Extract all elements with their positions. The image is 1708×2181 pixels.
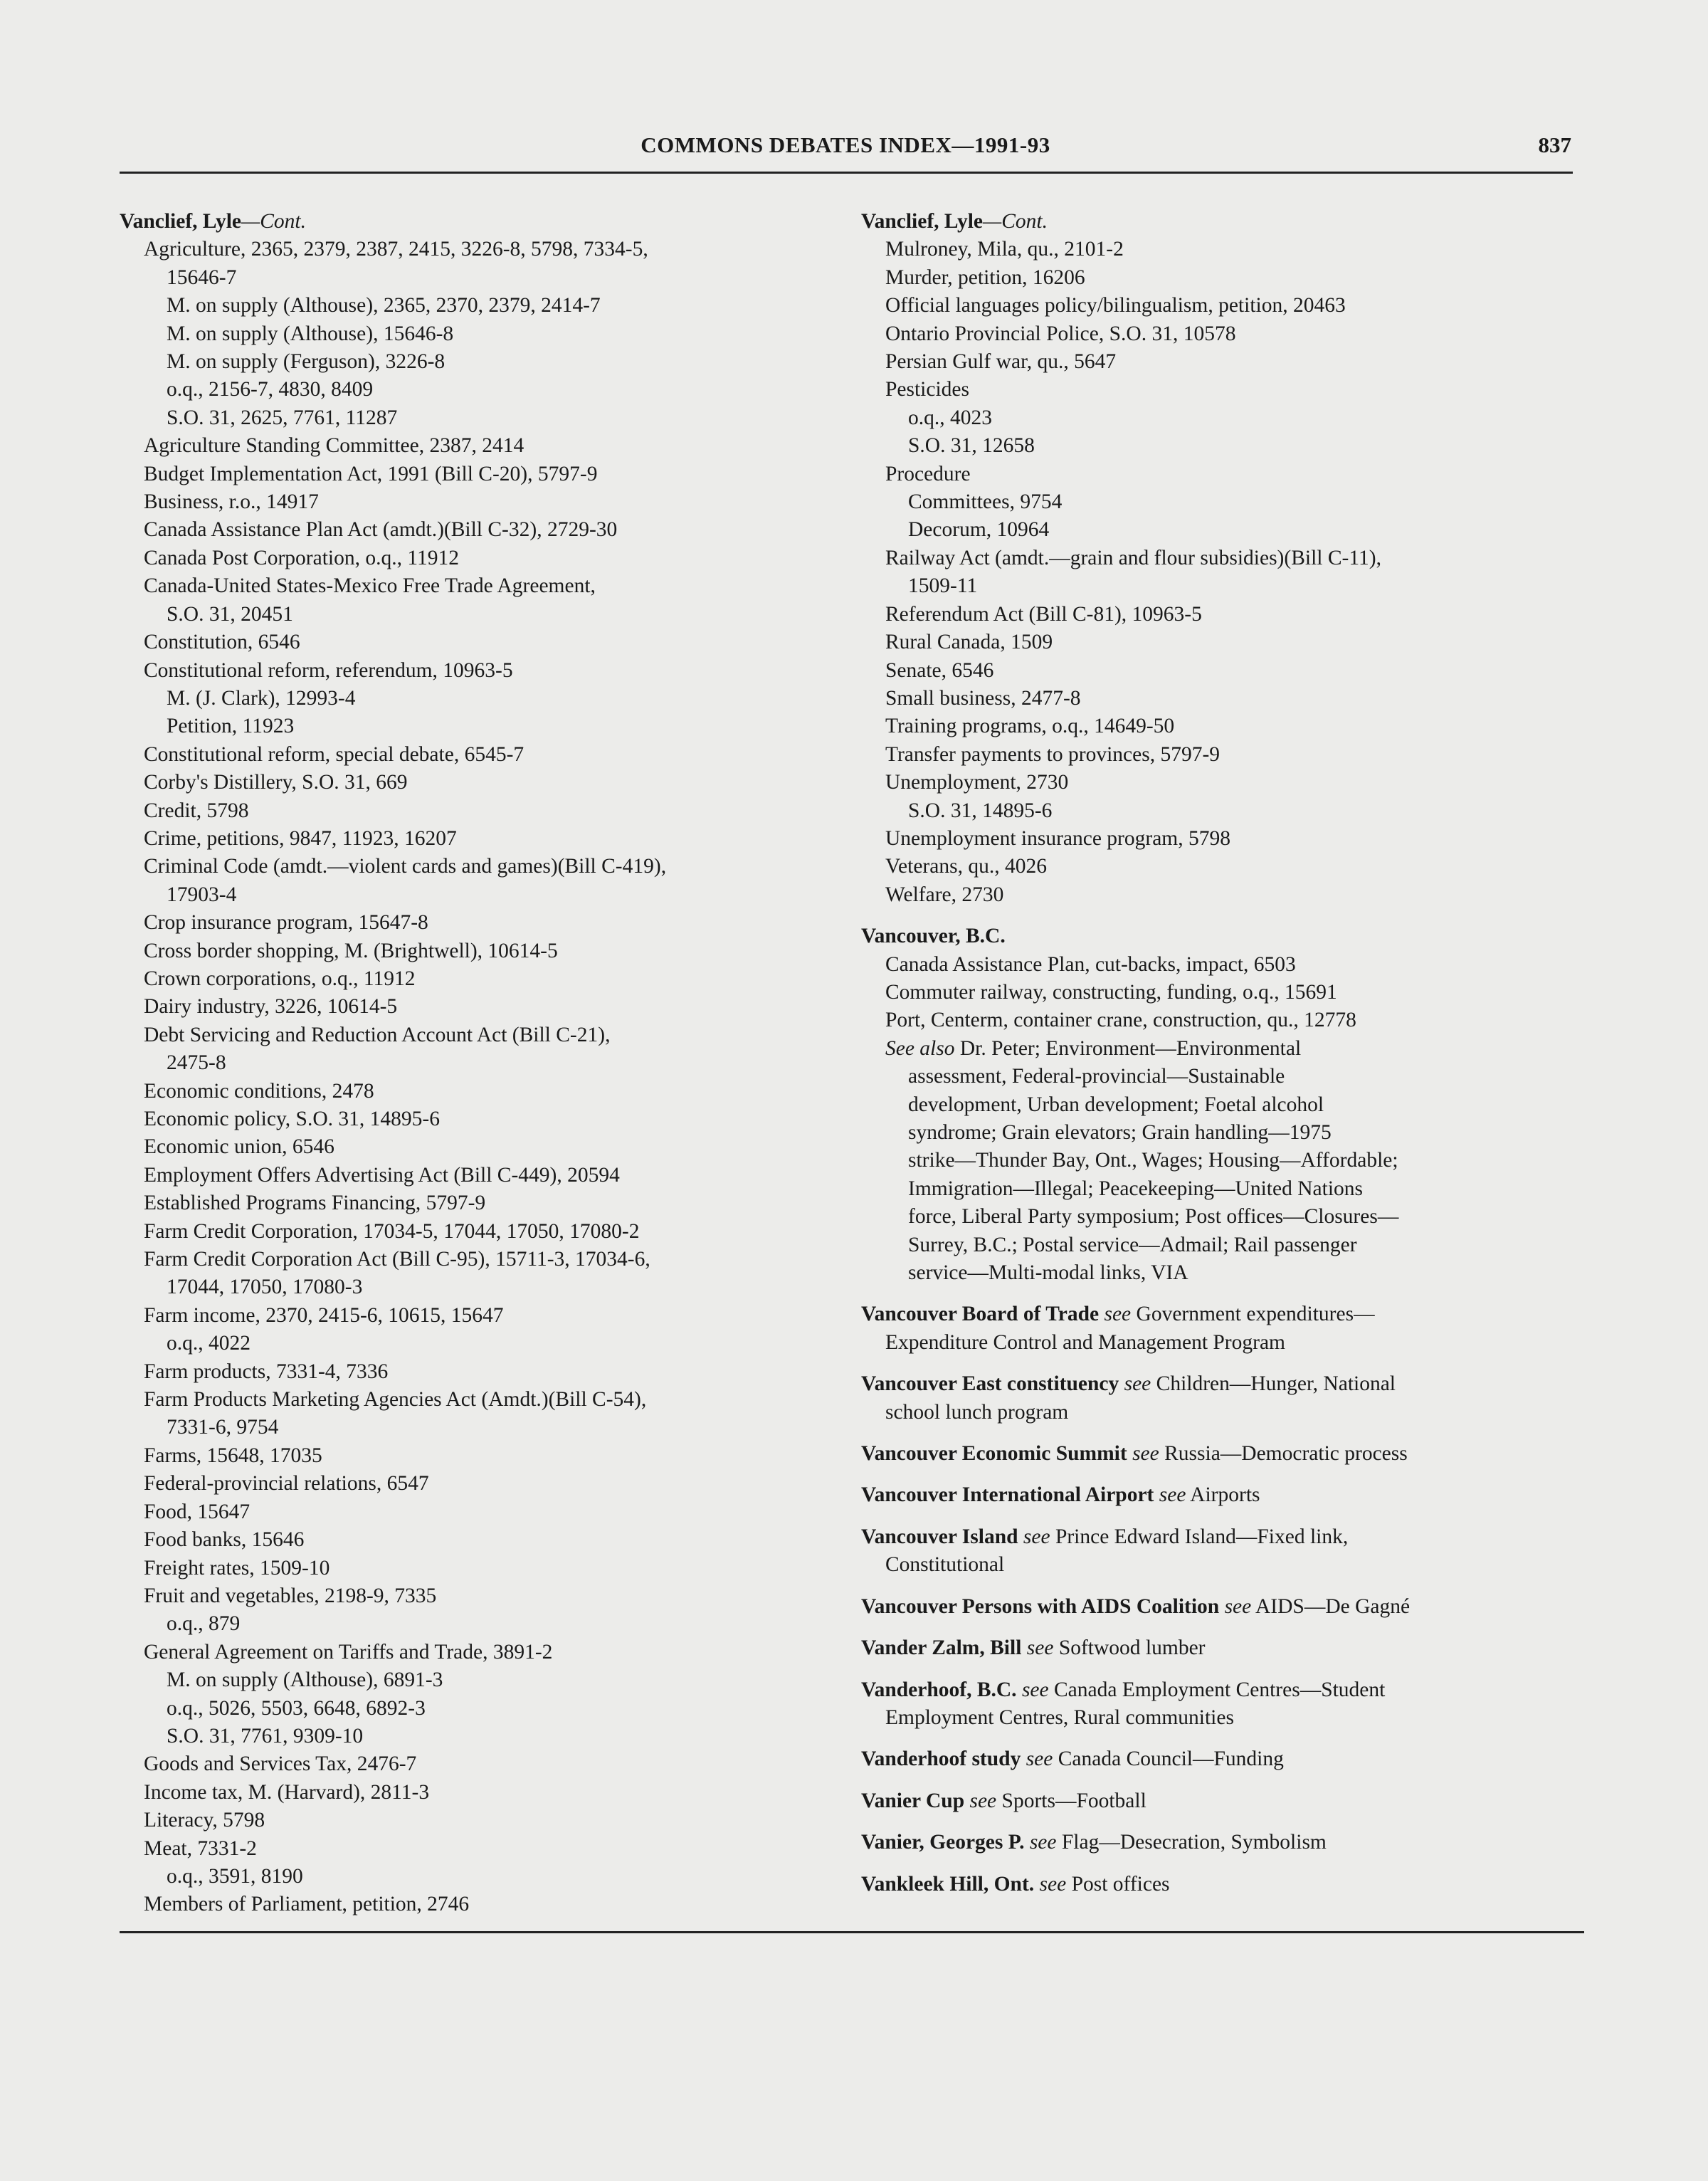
entry-text: Railway Act (amdt.—grain and flour subsidies)(Bill C-11), [885,546,1381,569]
entry-spacer [861,1426,1580,1440]
entry-text: Fruit and vegetables, 2198-9, 7335 [144,1584,437,1607]
entry-spacer [861,1621,1580,1634]
entry-text: Committees, 9754 [908,490,1063,514]
entry-text: Farm products, 7331-4, 7336 [144,1360,389,1383]
index-entry [861,1551,1580,1579]
heading-term: Vander Zalm, Bill [861,1636,1022,1660]
italic-text: —Cont. [983,210,1048,233]
entry-text: strike—Thunder Bay, Ont., Wages; Housing—Affordable; [908,1149,1398,1172]
entry-text: Crown corporations, o.q., 11912 [144,967,416,990]
index-heading [861,1440,1580,1468]
entry-text: M. on supply (Althouse), 6891-3 [167,1668,443,1692]
index-entry [861,629,1580,656]
index-entry [120,404,838,432]
index-entry [861,685,1580,713]
entry-text: Procedure [885,462,971,485]
entry-text: Petition, 11923 [167,715,295,738]
entry-text: Russia—Democratic process [1159,1442,1408,1466]
entry-text: Canada Employment Centres—Student [1048,1678,1386,1701]
entry-text: Dr. Peter; Environment—Environmental [954,1036,1302,1060]
entry-text: S.O. 31, 20451 [167,602,293,626]
index-entry [120,685,838,713]
entry-text: S.O. 31, 7761, 9309-10 [167,1724,364,1748]
entry-text: M. (J. Clark), 12993-4 [167,686,356,710]
index-entry [861,376,1580,404]
header-rule [120,172,1573,174]
index-entry [861,461,1580,488]
index-entry [120,881,838,909]
index-entry [120,1695,838,1723]
index-entry [120,376,838,404]
entry-text: Prince Edward Island—Fixed link, [1050,1525,1349,1548]
entry-text: o.q., 879 [167,1612,241,1636]
entry-text: Credit, 5798 [144,799,249,822]
entry-text: Farm Products Marketing Agencies Act (Amdt.)(Bill C-54), [144,1388,647,1412]
italic-text: see [1034,1872,1067,1896]
entry-text: M. on supply (Althouse), 15646-8 [167,322,454,345]
index-entry [861,404,1580,432]
index-entry [120,545,838,572]
index-entry [861,713,1580,740]
index-entry [861,488,1580,516]
entry-text: Small business, 2477-8 [885,686,1081,710]
index-entry [120,1555,838,1582]
index-entry [861,545,1580,572]
index-entry [120,1273,838,1301]
index-entry [120,1386,838,1414]
entry-text: Decorum, 10964 [908,518,1050,542]
entry-text: S.O. 31, 12658 [908,434,1035,458]
italic-text: —Cont. [241,210,306,233]
heading-term: Vancouver Economic Summit [861,1442,1127,1466]
index-heading [861,1676,1580,1704]
index-entry [861,1147,1580,1174]
entry-text: Airports [1186,1483,1260,1507]
entry-text: development, Urban development; Foetal alcohol [908,1093,1324,1116]
heading-term: Vancouver International Airport [861,1483,1154,1507]
index-entry [120,965,838,993]
entry-text: Softwood lumber [1053,1636,1206,1660]
index-heading [861,1370,1580,1398]
index-entry [861,657,1580,685]
entry-text: Agriculture Standing Committee, 2387, 2414 [144,434,524,458]
index-entry [120,1021,838,1049]
heading-term: Vancouver Island [861,1525,1018,1548]
heading-term: Vanderhoof study [861,1748,1021,1771]
heading-term: Vancouver Persons with AIDS Coalition [861,1594,1220,1618]
index-entry [120,713,838,740]
entry-text: Transfer payments to provinces, 5797-9 [885,742,1221,766]
entry-text: Persian Gulf war, qu., 5647 [885,350,1117,374]
index-entry [861,951,1580,979]
index-entry [120,1162,838,1189]
entry-text: Immigration—Illegal; Peacekeeping—United Nations [908,1177,1363,1200]
page-number: 837 [1538,132,1571,157]
italic-text: see [1021,1636,1054,1660]
index-entry [120,1189,838,1217]
entry-text: Farm Credit Corporation, 17034-5, 17044, 17050, 17080-2 [144,1219,640,1243]
entry-text: Children—Hunger, National [1151,1372,1396,1396]
index-entry [120,1246,838,1273]
left-index-column [120,208,838,1919]
index-entry [861,1007,1580,1034]
entry-spacer [861,1663,1580,1676]
index-entry [120,1639,838,1666]
index-entry [861,881,1580,909]
entry-text: M. on supply (Ferguson), 3226-8 [167,350,446,374]
index-entry [120,1835,838,1863]
index-entry [120,1470,838,1498]
index-entry [861,601,1580,629]
heading-term: Vancouver Board of Trade [861,1303,1100,1326]
index-entry [861,741,1580,769]
index-entry [120,825,838,853]
entry-text: Freight rates, 1509-10 [144,1556,330,1580]
entry-text: Murder, petition, 16206 [885,266,1085,289]
index-entry [120,1133,838,1161]
entry-text: 17044, 17050, 17080-3 [167,1276,363,1299]
entry-text: force, Liberal Party symposium; Post offices—Closures— [908,1205,1399,1229]
index-entry [120,292,838,320]
italic-text: see [1099,1303,1132,1326]
index-entry [120,1723,838,1750]
entry-text: Corby's Distillery, S.O. 31, 669 [144,771,408,794]
index-entry [120,1891,838,1918]
entry-text: Goods and Services Tax, 2476-7 [144,1752,417,1776]
entry-text: Economic conditions, 2478 [144,1079,374,1103]
index-entry [861,1704,1580,1732]
entry-text: Government expenditures— [1131,1303,1375,1326]
index-entry [120,348,838,376]
index-heading [861,1745,1580,1773]
heading-term: Vancouver East constituency [861,1372,1119,1396]
index-entry [861,320,1580,348]
index-heading [861,1787,1580,1815]
index-entry [861,1399,1580,1426]
entry-text: Canada Assistance Plan Act (amdt.)(Bill C-32), 2729-30 [144,518,618,542]
entry-text: Canada Post Corporation, o.q., 11912 [144,546,460,569]
entry-text: o.q., 4023 [908,406,992,429]
heading-term: Vankleek Hill, Ont. [861,1872,1035,1896]
index-entry [120,572,838,600]
index-entry [861,1091,1580,1119]
index-entry [861,1259,1580,1287]
entry-text: Farms, 15648, 17035 [144,1444,322,1467]
index-entry [120,769,838,797]
index-entry [120,909,838,937]
index-entry [120,1442,838,1470]
entry-text: Canada Assistance Plan, cut-backs, impact, 6503 [885,952,1296,976]
heading-term: Vancouver, B.C. [861,925,1006,948]
index-entry [120,516,838,544]
entry-text: Unemployment, 2730 [885,771,1069,794]
entry-text: Economic union, 6546 [144,1135,334,1159]
entry-text: o.q., 5026, 5503, 6648, 6892-3 [167,1696,426,1720]
heading-term: Vanclief, Lyle [861,210,983,233]
entry-text: Surrey, B.C.; Postal service—Admail; Rail passenger [908,1233,1357,1256]
entry-text: Constitutional reform, referendum, 10963-5 [144,658,513,682]
entry-text: Agriculture, 2365, 2379, 2387, 2415, 3226-8, 5798, 7334-5, [144,238,648,261]
index-entry [861,1231,1580,1259]
italic-text: see [964,1789,997,1812]
entry-text: Pesticides [885,378,969,401]
entry-text: S.O. 31, 14895-6 [908,799,1053,822]
index-entry [120,1779,838,1807]
index-entry [120,1330,838,1357]
index-entry [861,1203,1580,1231]
index-entry [861,1329,1580,1357]
index-entry [120,601,838,629]
index-entry [861,236,1580,263]
entry-text: Budget Implementation Act, 1991 (Bill C-20), 5797-9 [144,462,598,485]
index-entry [120,1414,838,1441]
entry-text: 15646-7 [167,266,237,289]
index-entry [120,993,838,1021]
entry-text: Referendum Act (Bill C-81), 10963-5 [885,602,1202,626]
index-entry [120,236,838,263]
entry-text: Economic policy, S.O. 31, 14895-6 [144,1108,440,1130]
entry-text: Income tax, M. (Harvard), 2811-3 [144,1780,430,1804]
italic-text: See also [885,1036,955,1060]
entry-text: Constitutional reform, special debate, 6545-7 [144,742,524,766]
heading-term: Vanderhoof, B.C. [861,1678,1017,1701]
footer-rule [120,1931,1584,1933]
index-entry [120,264,838,292]
entry-text: Senate, 6546 [885,658,994,682]
entry-text: Constitutional [885,1553,1005,1577]
entry-text: 7331-6, 9754 [167,1416,279,1439]
index-heading [861,1593,1580,1621]
entry-text: o.q., 4022 [167,1332,251,1355]
entry-spacer [861,1510,1580,1523]
entry-text: assessment, Federal-provincial—Sustainable [908,1065,1285,1088]
index-entry [861,979,1580,1007]
index-entry [861,572,1580,600]
index-entry [861,432,1580,460]
entry-text: Food, 15647 [144,1500,251,1523]
index-heading [861,1871,1580,1898]
entry-text: Business, r.o., 14917 [144,490,319,514]
index-heading [861,1634,1580,1662]
index-entry [120,1302,838,1330]
entry-text: General Agreement on Tariffs and Trade, 3891-2 [144,1640,553,1664]
entry-text: Employment Centres, Rural communities [885,1706,1234,1729]
index-entry [120,657,838,685]
index-heading [861,208,1580,236]
index-entry [120,1078,838,1105]
index-entry [861,797,1580,825]
entry-spacer [861,1815,1580,1829]
index-entry [861,1119,1580,1147]
index-heading [861,1481,1580,1509]
entry-text: Meat, 7331-2 [144,1836,257,1860]
index-entry [861,1063,1580,1090]
heading-term: Vanier, Georges P. [861,1831,1025,1854]
entry-text: Post offices [1066,1872,1170,1896]
index-entry [120,797,838,825]
entry-spacer [861,1357,1580,1370]
italic-text: see [1021,1748,1053,1771]
index-entry [861,825,1580,853]
entry-spacer [861,1774,1580,1787]
index-entry [120,432,838,460]
entry-text: Literacy, 5798 [144,1809,265,1832]
entry-text: Training programs, o.q., 14649-50 [885,715,1175,738]
entry-text: Criminal Code (amdt.—violent cards and games)(Bill C-419), [144,855,667,878]
index-entry [120,1218,838,1246]
entry-text: Dairy industry, 3226, 10614-5 [144,995,398,1019]
entry-text: Expenditure Control and Management Program [885,1330,1285,1354]
italic-text: see [1127,1442,1159,1466]
entry-text: o.q., 3591, 8190 [167,1864,303,1888]
entry-text: Port, Centerm, container crane, construction, qu., 12778 [885,1009,1356,1032]
italic-text: see [1018,1525,1050,1548]
entry-text: Constitution, 6546 [144,631,300,654]
italic-text: see [1219,1594,1252,1618]
index-entry [120,853,838,881]
entry-text: school lunch program [885,1400,1069,1424]
entry-text: Canada-United States-Mexico Free Trade Agreement, [144,574,596,598]
index-entry [120,629,838,656]
index-entry [120,1807,838,1834]
index-entry [861,853,1580,881]
entry-text: Ontario Provincial Police, S.O. 31, 10578 [885,322,1236,345]
italic-text: see [1119,1372,1151,1396]
index-entry [120,1358,838,1386]
italic-text: see [1016,1678,1049,1701]
entry-text: Farm Credit Corporation Act (Bill C-95), 15711-3, 17034-6, [144,1248,650,1271]
entry-spacer [861,1732,1580,1745]
index-entry [120,1863,838,1891]
page-header [120,132,1571,171]
index-entry [861,264,1580,292]
entry-spacer [861,909,1580,923]
entry-text: Unemployment insurance program, 5798 [885,826,1230,850]
entry-spacer [861,1468,1580,1481]
index-entry [120,1750,838,1778]
entry-text: Debt Servicing and Reduction Account Act (Bill C-21), [144,1023,611,1046]
entry-text: Farm income, 2370, 2415-6, 10615, 15647 [144,1303,504,1327]
index-entry [120,1610,838,1638]
heading-term: Vanclief, Lyle [120,210,241,233]
entry-text: Cross border shopping, M. (Brightwell), 10614-5 [144,939,558,962]
entry-spacer [861,1580,1580,1593]
index-entry [861,348,1580,376]
entry-text: 1509-11 [908,574,978,598]
entry-text: o.q., 2156-7, 4830, 8409 [167,378,374,401]
entry-text: M. on supply (Althouse), 2365, 2370, 2379, 2414-7 [167,294,601,317]
heading-term: Vanier Cup [861,1789,965,1812]
entry-text: Commuter railway, constructing, funding, o.q., 15691 [885,980,1337,1004]
index-entry [120,461,838,488]
index-entry [120,488,838,516]
entry-text: Welfare, 2730 [885,883,1004,906]
italic-text: see [1024,1831,1057,1854]
index-entry [120,937,838,965]
entry-text: Food banks, 15646 [144,1528,305,1552]
entry-text: 17903-4 [167,883,237,906]
italic-text: see [1154,1483,1186,1507]
entry-text: Employment Offers Advertising Act (Bill C-449), 20594 [144,1163,620,1187]
index-entry [120,320,838,348]
index-entry [861,769,1580,797]
index-entry [120,1666,838,1694]
entry-text: Canada Council—Funding [1053,1748,1284,1771]
entry-text: Members of Parliament, petition, 2746 [144,1893,470,1916]
entry-text: Official languages policy/bilingualism, petition, 20463 [885,294,1346,317]
index-heading [120,208,838,236]
entry-text: Crop insurance program, 15647-8 [144,911,428,935]
index-entry [120,1526,838,1554]
entry-text: Crime, petitions, 9847, 11923, 16207 [144,826,457,850]
entry-text: Federal-provincial relations, 6547 [144,1472,429,1496]
index-entry [861,1035,1580,1063]
entry-text: syndrome; Grain elevators; Grain handling—1975 [908,1121,1332,1144]
index-heading [861,1300,1580,1328]
index-entry [861,516,1580,544]
right-index-column [861,208,1580,1898]
entry-spacer [861,1857,1580,1871]
entry-text: AIDS—De Gagné [1251,1594,1411,1618]
entry-text: Sports—Football [996,1789,1146,1812]
entry-text: service—Multi-modal links, VIA [908,1261,1188,1285]
entry-text: Established Programs Financing, 5797-9 [144,1192,486,1215]
index-heading [861,923,1580,950]
entry-text: Veterans, qu., 4026 [885,855,1047,878]
entry-text: S.O. 31, 2625, 7761, 11287 [167,406,398,429]
page-title: COMMONS DEBATES INDEX—1991-93 [640,132,1050,157]
entry-text: Flag—Desecration, Symbolism [1056,1831,1327,1854]
index-heading [861,1829,1580,1856]
index-entry [120,1498,838,1526]
index-entry [861,292,1580,320]
index-entry [120,1582,838,1610]
index-entry [120,1105,838,1133]
index-entry [861,1175,1580,1203]
index-heading [861,1523,1580,1551]
entry-text: 2475-8 [167,1051,226,1075]
index-entry [120,741,838,769]
entry-spacer [861,1287,1580,1300]
entry-text: Rural Canada, 1509 [885,631,1053,654]
entry-text: Mulroney, Mila, qu., 2101-2 [885,238,1124,261]
index-entry [120,1049,838,1077]
